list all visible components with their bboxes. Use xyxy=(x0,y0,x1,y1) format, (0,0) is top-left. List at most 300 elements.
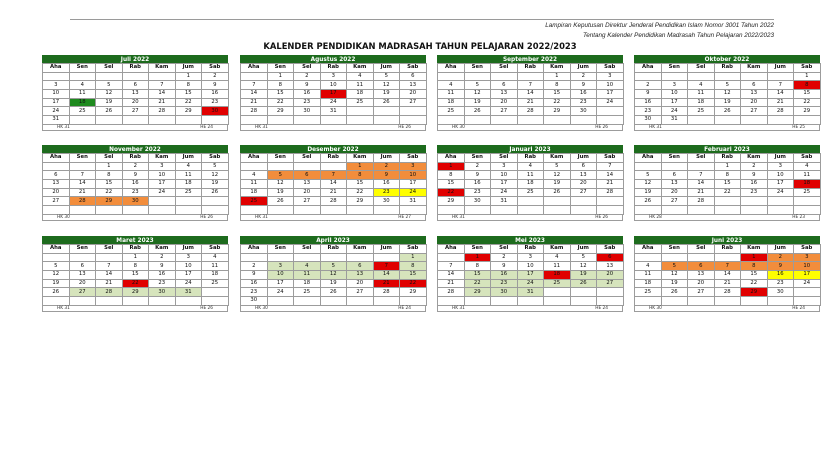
weekday-label: Jum xyxy=(373,64,400,73)
day-cell: 17 xyxy=(767,180,794,189)
weekday-label: Sel xyxy=(96,64,123,73)
day-cell: 28 xyxy=(96,288,123,297)
empty-cell xyxy=(347,206,374,215)
month-summary xyxy=(437,306,623,313)
weekday-label: Sel xyxy=(491,64,518,73)
empty-cell xyxy=(597,107,624,116)
day-cell: 19 xyxy=(43,279,70,288)
day-cell: 9 xyxy=(373,171,400,180)
day-cell: 19 xyxy=(714,98,741,107)
week-row xyxy=(241,171,427,180)
day-cell: 6 xyxy=(294,171,321,180)
day-cell: 10 xyxy=(491,171,518,180)
day-cell: 16 xyxy=(373,180,400,189)
day-cell: 6 xyxy=(661,171,688,180)
empty-cell xyxy=(597,288,624,297)
day-cell: 30 xyxy=(294,107,321,116)
day-cell: 13 xyxy=(69,271,96,280)
day-cell: 23 xyxy=(122,188,149,197)
week-row xyxy=(635,90,821,99)
day-cell: 13 xyxy=(688,271,715,280)
day-cell: 8 xyxy=(464,262,491,271)
weekday-label: Aha xyxy=(241,64,268,73)
day-cell: 10 xyxy=(267,271,294,280)
month-summary xyxy=(634,306,820,313)
day-cell: 13 xyxy=(294,180,321,189)
empty-cell xyxy=(438,297,465,306)
day-cell: 26 xyxy=(96,107,123,116)
day-cell: 11 xyxy=(794,171,821,180)
day-cell: 3 xyxy=(400,162,427,171)
page-title: KALENDER PENDIDIKAN MADRASAH TAHUN PELAJARAN 2022/2023 xyxy=(263,41,577,51)
month-summary xyxy=(634,215,820,222)
day-cell: 1 xyxy=(175,72,202,81)
day-cell: 10 xyxy=(767,171,794,180)
weekday-label: Sel xyxy=(688,64,715,73)
day-cell: 9 xyxy=(635,90,662,99)
empty-cell xyxy=(400,116,427,125)
day-cell: 12 xyxy=(544,171,571,180)
week-row xyxy=(438,262,624,271)
month-summary xyxy=(42,215,228,222)
week-row xyxy=(438,271,624,280)
day-cell: 5 xyxy=(635,171,662,180)
day-cell: 20 xyxy=(294,188,321,197)
day-cell: 14 xyxy=(96,271,123,280)
empty-cell xyxy=(635,72,662,81)
day-cell: 14 xyxy=(373,271,400,280)
day-cell: 17 xyxy=(491,180,518,189)
weekday-label: Sen xyxy=(661,64,688,73)
week-row xyxy=(43,90,229,99)
day-cell: 8 xyxy=(544,81,571,90)
day-cell: 28 xyxy=(597,188,624,197)
day-cell: 19 xyxy=(544,180,571,189)
month-calendar xyxy=(240,55,426,131)
empty-cell xyxy=(267,116,294,125)
day-cell: 6 xyxy=(491,81,518,90)
day-cell: 9 xyxy=(491,262,518,271)
empty-cell xyxy=(661,206,688,215)
weekday-label: Rab xyxy=(320,245,347,254)
empty-cell xyxy=(714,253,741,262)
empty-cell xyxy=(597,297,624,306)
day-cell: 16 xyxy=(767,271,794,280)
day-cell: 5 xyxy=(43,262,70,271)
day-cell: 25 xyxy=(438,107,465,116)
empty-cell xyxy=(635,253,662,262)
empty-cell xyxy=(149,197,176,206)
day-cell: 17 xyxy=(43,98,70,107)
day-cell: 11 xyxy=(241,180,268,189)
day-cell: 31 xyxy=(320,107,347,116)
day-cell: 5 xyxy=(464,81,491,90)
day-cell: 9 xyxy=(294,81,321,90)
day-cell: 18 xyxy=(175,180,202,189)
empty-cell xyxy=(688,72,715,81)
empty-cell xyxy=(544,297,571,306)
day-cell: 23 xyxy=(202,98,229,107)
day-cell: 20 xyxy=(347,279,374,288)
day-cell: 17 xyxy=(794,271,821,280)
day-cell: 24 xyxy=(794,279,821,288)
month-title: Maret 2023 xyxy=(42,236,228,244)
week-row xyxy=(43,171,229,180)
day-cell: 4 xyxy=(544,253,571,262)
weekday-label: Sen xyxy=(69,245,96,254)
day-cell: 29 xyxy=(347,197,374,206)
day-cell: 11 xyxy=(175,171,202,180)
empty-cell xyxy=(400,206,427,215)
weekday-label: Sab xyxy=(597,64,624,73)
day-cell: 29 xyxy=(544,107,571,116)
week-row xyxy=(438,72,624,81)
day-cell: 21 xyxy=(373,279,400,288)
day-cell: 29 xyxy=(267,107,294,116)
empty-cell xyxy=(794,288,821,297)
week-row xyxy=(438,171,624,180)
day-cell: 24 xyxy=(175,279,202,288)
weekday-label: Jum xyxy=(767,245,794,254)
effective-days-count: HK 31 xyxy=(255,214,268,220)
day-cell: 3 xyxy=(597,72,624,81)
month-summary xyxy=(634,125,820,132)
weekday-label: Jum xyxy=(767,154,794,163)
day-cell: 7 xyxy=(373,262,400,271)
month-table xyxy=(634,63,821,125)
empty-cell xyxy=(400,297,427,306)
study-days-count: HE 25 xyxy=(792,124,805,130)
day-cell: 29 xyxy=(794,107,821,116)
weekday-label: Jum xyxy=(570,154,597,163)
month-table xyxy=(240,153,427,215)
weekday-label: Sel xyxy=(96,245,123,254)
weekday-label: Jum xyxy=(175,154,202,163)
empty-cell xyxy=(175,197,202,206)
day-cell: 18 xyxy=(688,98,715,107)
day-cell: 9 xyxy=(149,262,176,271)
day-cell: 6 xyxy=(570,162,597,171)
day-cell: 21 xyxy=(714,279,741,288)
day-cell: 22 xyxy=(122,279,149,288)
month-title: April 2023 xyxy=(240,236,426,244)
week-row xyxy=(241,81,427,90)
day-cell: 26 xyxy=(714,107,741,116)
weekday-label: Sen xyxy=(661,154,688,163)
month-table xyxy=(634,244,821,306)
empty-cell xyxy=(570,297,597,306)
day-cell: 1 xyxy=(464,253,491,262)
day-cell: 1 xyxy=(714,162,741,171)
week-row xyxy=(635,262,821,271)
effective-days-count: HK 30 xyxy=(255,305,268,311)
day-cell: 6 xyxy=(122,81,149,90)
day-cell: 25 xyxy=(347,98,374,107)
day-cell: 23 xyxy=(294,98,321,107)
day-cell: 8 xyxy=(794,81,821,90)
weekday-label: Kam xyxy=(544,154,571,163)
week-row xyxy=(43,279,229,288)
empty-cell xyxy=(597,206,624,215)
empty-cell xyxy=(661,162,688,171)
day-cell: 29 xyxy=(464,288,491,297)
month-summary xyxy=(240,215,426,222)
day-cell: 27 xyxy=(570,188,597,197)
day-cell: 28 xyxy=(688,197,715,206)
day-cell: 6 xyxy=(69,262,96,271)
weekday-label: Rab xyxy=(714,245,741,254)
effective-days-count: HK 31 xyxy=(255,124,268,130)
day-cell: 15 xyxy=(464,271,491,280)
empty-cell xyxy=(347,116,374,125)
weekday-label: Aha xyxy=(241,245,268,254)
day-cell: 18 xyxy=(69,98,96,107)
month-title: Desember 2022 xyxy=(240,145,426,153)
weekday-label: Jum xyxy=(767,64,794,73)
week-row xyxy=(438,162,624,171)
day-cell: 13 xyxy=(597,262,624,271)
day-cell: 5 xyxy=(320,262,347,271)
empty-cell xyxy=(741,116,768,125)
day-cell: 30 xyxy=(570,107,597,116)
week-row xyxy=(438,180,624,189)
day-cell: 3 xyxy=(320,72,347,81)
day-cell: 8 xyxy=(122,262,149,271)
day-cell: 15 xyxy=(438,180,465,189)
day-cell: 30 xyxy=(202,107,229,116)
empty-cell xyxy=(741,72,768,81)
day-cell: 20 xyxy=(69,279,96,288)
day-cell: 12 xyxy=(714,90,741,99)
empty-cell xyxy=(43,206,70,215)
day-cell: 2 xyxy=(635,81,662,90)
empty-cell xyxy=(347,253,374,262)
day-cell: 13 xyxy=(122,90,149,99)
week-row xyxy=(438,253,624,262)
day-cell: 9 xyxy=(464,171,491,180)
week-row xyxy=(438,116,624,125)
week-row xyxy=(635,72,821,81)
day-cell: 11 xyxy=(544,262,571,271)
week-row xyxy=(635,116,821,125)
empty-cell xyxy=(438,72,465,81)
empty-cell xyxy=(43,253,70,262)
empty-cell xyxy=(635,206,662,215)
month-calendar xyxy=(437,145,623,221)
day-cell: 23 xyxy=(149,279,176,288)
month-calendar xyxy=(240,236,426,312)
day-cell: 6 xyxy=(597,253,624,262)
weekday-label: Aha xyxy=(635,245,662,254)
empty-cell xyxy=(96,116,123,125)
weekday-header-row xyxy=(438,64,624,73)
weekday-header-row xyxy=(438,154,624,163)
day-cell: 7 xyxy=(517,81,544,90)
weekday-label: Kam xyxy=(149,64,176,73)
week-row xyxy=(635,297,821,306)
day-cell: 1 xyxy=(544,72,571,81)
week-row xyxy=(635,98,821,107)
week-row xyxy=(438,188,624,197)
day-cell: 19 xyxy=(464,98,491,107)
day-cell: 15 xyxy=(794,90,821,99)
day-cell: 19 xyxy=(202,180,229,189)
day-cell: 10 xyxy=(320,81,347,90)
day-cell: 25 xyxy=(175,188,202,197)
day-cell: 21 xyxy=(517,98,544,107)
weekday-label: Sel xyxy=(294,154,321,163)
effective-days-count: HK 31 xyxy=(452,214,465,220)
day-cell: 12 xyxy=(464,90,491,99)
day-cell: 15 xyxy=(122,271,149,280)
day-cell: 25 xyxy=(294,288,321,297)
day-cell: 7 xyxy=(767,81,794,90)
empty-cell xyxy=(175,116,202,125)
empty-cell xyxy=(491,206,518,215)
week-row xyxy=(241,72,427,81)
empty-cell xyxy=(122,72,149,81)
study-days-count: HE 24 xyxy=(595,305,608,311)
day-cell: 27 xyxy=(688,288,715,297)
month-table xyxy=(42,244,229,306)
study-days-count: HE 24 xyxy=(200,124,213,130)
month-title: Januari 2023 xyxy=(437,145,623,153)
day-cell: 18 xyxy=(202,271,229,280)
day-cell: 27 xyxy=(741,107,768,116)
effective-days-count: HK 28 xyxy=(649,214,662,220)
day-cell: 24 xyxy=(597,98,624,107)
month-title: Februari 2023 xyxy=(634,145,820,153)
month-table xyxy=(240,244,427,306)
day-cell: 3 xyxy=(661,81,688,90)
decree-reference: Lampiran Keputusan Direktur Jenderal Pendidikan Islam Nomor 3001 Tahun 2022 xyxy=(545,22,774,29)
day-cell: 14 xyxy=(688,180,715,189)
week-row xyxy=(43,162,229,171)
empty-cell xyxy=(43,162,70,171)
weekday-label: Aha xyxy=(43,64,70,73)
weekday-label: Sab xyxy=(202,64,229,73)
day-cell: 30 xyxy=(122,197,149,206)
empty-cell xyxy=(294,253,321,262)
empty-cell xyxy=(320,162,347,171)
week-row xyxy=(43,297,229,306)
day-cell: 31 xyxy=(43,116,70,125)
day-cell: 27 xyxy=(491,107,518,116)
day-cell: 8 xyxy=(400,262,427,271)
empty-cell xyxy=(43,297,70,306)
empty-cell xyxy=(122,297,149,306)
month-title: Juli 2022 xyxy=(42,55,228,63)
day-cell: 13 xyxy=(43,180,70,189)
day-cell: 14 xyxy=(597,171,624,180)
day-cell: 14 xyxy=(767,90,794,99)
month-calendar xyxy=(42,55,228,131)
day-cell: 27 xyxy=(294,197,321,206)
study-days-count: HE 26 xyxy=(200,305,213,311)
day-cell: 7 xyxy=(241,81,268,90)
empty-cell xyxy=(794,206,821,215)
empty-cell xyxy=(241,206,268,215)
day-cell: 9 xyxy=(767,262,794,271)
month-calendar xyxy=(240,145,426,221)
day-cell: 23 xyxy=(491,279,518,288)
day-cell: 20 xyxy=(597,271,624,280)
day-cell: 14 xyxy=(517,90,544,99)
weekday-header-row xyxy=(241,64,427,73)
empty-cell xyxy=(491,297,518,306)
day-cell: 18 xyxy=(544,271,571,280)
month-calendar xyxy=(634,236,820,312)
empty-cell xyxy=(570,116,597,125)
day-cell: 22 xyxy=(347,188,374,197)
day-cell: 7 xyxy=(688,171,715,180)
day-cell: 11 xyxy=(688,90,715,99)
day-cell: 24 xyxy=(491,188,518,197)
day-cell: 25 xyxy=(517,188,544,197)
week-row xyxy=(241,288,427,297)
empty-cell xyxy=(597,197,624,206)
day-cell: 18 xyxy=(347,90,374,99)
weekday-label: Rab xyxy=(714,154,741,163)
day-cell: 6 xyxy=(741,81,768,90)
empty-cell xyxy=(69,72,96,81)
day-cell: 17 xyxy=(175,271,202,280)
empty-cell xyxy=(202,116,229,125)
month-title: Agustus 2022 xyxy=(240,55,426,63)
day-cell: 15 xyxy=(544,90,571,99)
day-cell: 5 xyxy=(714,81,741,90)
empty-cell xyxy=(69,116,96,125)
day-cell: 1 xyxy=(267,72,294,81)
weekday-header-row xyxy=(635,154,821,163)
day-cell: 19 xyxy=(320,279,347,288)
empty-cell xyxy=(661,72,688,81)
day-cell: 25 xyxy=(635,288,662,297)
week-row xyxy=(241,98,427,107)
month-table xyxy=(437,244,624,306)
empty-cell xyxy=(767,206,794,215)
day-cell: 5 xyxy=(544,162,571,171)
week-row xyxy=(635,81,821,90)
day-cell: 19 xyxy=(635,188,662,197)
empty-cell xyxy=(570,197,597,206)
empty-cell xyxy=(149,116,176,125)
weekday-label: Aha xyxy=(438,245,465,254)
day-cell: 6 xyxy=(688,262,715,271)
day-cell: 17 xyxy=(267,279,294,288)
day-cell: 16 xyxy=(635,98,662,107)
day-cell: 16 xyxy=(294,90,321,99)
day-cell: 1 xyxy=(347,162,374,171)
day-cell: 26 xyxy=(544,188,571,197)
weekday-label: Rab xyxy=(122,245,149,254)
day-cell: 16 xyxy=(149,271,176,280)
empty-cell xyxy=(517,206,544,215)
empty-cell xyxy=(69,297,96,306)
empty-cell xyxy=(570,206,597,215)
weekday-label: Rab xyxy=(320,64,347,73)
day-cell: 31 xyxy=(517,288,544,297)
day-cell: 28 xyxy=(241,107,268,116)
day-cell: 22 xyxy=(464,279,491,288)
empty-cell xyxy=(373,297,400,306)
day-cell: 13 xyxy=(491,90,518,99)
day-cell: 1 xyxy=(794,72,821,81)
weekday-label: Aha xyxy=(43,245,70,254)
week-row xyxy=(241,197,427,206)
weekday-label: Kam xyxy=(149,245,176,254)
day-cell: 16 xyxy=(202,90,229,99)
